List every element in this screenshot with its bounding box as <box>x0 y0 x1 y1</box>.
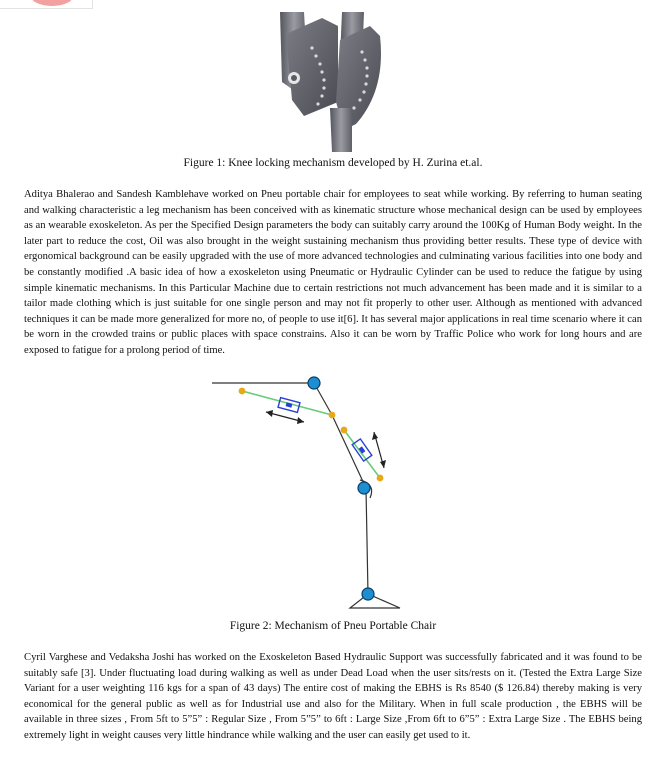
figure-2-mechanism-diagram <box>210 372 430 614</box>
figure-2-caption: Figure 2: Mechanism of Pneu Portable Chair <box>229 620 437 632</box>
header-logo-fragment <box>0 0 93 9</box>
foot-link <box>350 594 400 608</box>
figure-1-caption: Figure 1: Knee locking mechanism developed by H. Zurina et.al. <box>183 157 483 169</box>
pivot-points <box>239 388 384 482</box>
paragraph-pneu-portable-chair: Aditya Bhalerao and Sandesh Kamblehave worked on Pneu portable chair for employees to seat while working. By referring to human seating and walking characteristic a leg mechanism has been conceived with as kinematic structure whose mechanical design can be used by employees as an wearable exoskeleton. As per the Specified Design parameters the body can suitably carry around the 100Kg of Human Body weight. In the later part to reduce the cost, Oil was also brought in the weight sustaining mechanism thus providing better results. These type of device with ergonomical background can be easily upgraded with the use of more advanced technologies and culminating various facilities into one body and be constantly modified .A basic idea of how a exoskeleton using Pneumatic or Hydraulic Cylinder can be used to reduce the fatigue by using simple kinematic mechanisms. In this Particular Machine due to certain restrictions not much advancement has been made and it is similar to a tailor made clothing which is just suitable for one single person and may not fit properly to other user. Although as mentioned with advanced techniques it can be made more generalized for more no, of people to use it[6]. It has several major applications in real time scenario where it can be worn in the crowded trains or public places with space constrains. Also it can be worn by Traffic Police who work for long hours and are exposed to fatigue for a prolong period of time. <box>24 189 642 356</box>
paragraph-ebhs: Cyril Varghese and Vedaksha Joshi has worked on the Exoskeleton Based Hydraulic Support was successfully fabricated and it was found to be suitably safe [3]. Under fluctuating load during walking as well as under Dead Load when the user sits/rests on it. (Tested the Extra Large Size Variant for a user weighting 116 kgs for a span of 43 days) The entire cost of making the EBHS is Rs 8540 ($ 126.84) thereby making is very economical for the general public as well as for Industrial use and also for the Military. When in full scale production , the EBHS will be available in three sizes , From 5ft to 5”5” : Regular Size , From 5”5” to 6ft : Large Size ,From 6ft to 6”5” : Extra Large Size . The EBHS being extremely light in weight causes very little hindrance while walking and the user can easily get used to it. <box>24 652 642 741</box>
shank-link <box>366 488 368 594</box>
lower-cylinder-body <box>352 439 372 461</box>
upper-direction-arrow <box>266 410 304 424</box>
logo-shape <box>30 0 74 6</box>
lower-direction-arrow <box>372 432 386 468</box>
figure-1-knee-locking-image <box>252 12 430 152</box>
